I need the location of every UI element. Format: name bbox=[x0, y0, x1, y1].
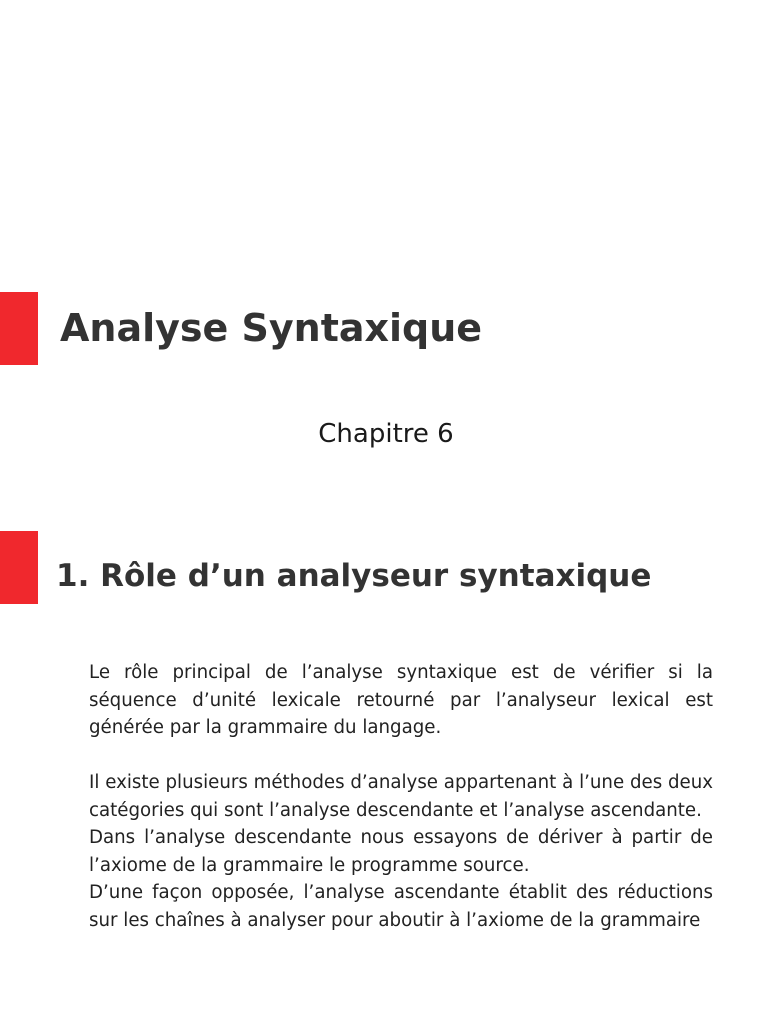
section-accent-bar bbox=[0, 531, 38, 604]
chapter-subtitle: Chapitre 6 bbox=[318, 419, 454, 449]
section-body bbox=[89, 659, 713, 934]
document-title: Analyse Syntaxique bbox=[60, 306, 483, 350]
title-accent-bar bbox=[0, 292, 38, 365]
paragraph: D’une façon opposée, l’analyse ascendante établit des réductions sur les chaînes à analyser pour aboutir à l’axiome de la grammaire bbox=[89, 882, 713, 931]
paragraph: Le rôle principal de l’analyse syntaxique est de vérifier si la séquence d’unité lexicale retourné par l’analyseur lexical est générée par la grammaire du langage. bbox=[89, 662, 713, 738]
paragraph: Il existe plusieurs méthodes d’analyse appartenant à l’une des deux catégories qui sont l’analyse descendante et l’analyse ascendante. bbox=[89, 772, 713, 821]
section-heading: 1. Rôle d’un analyseur syntaxique bbox=[56, 558, 652, 594]
paragraph: Dans l’analyse descendante nous essayons de dériver à partir de l’axiome de la grammaire le programme source. bbox=[89, 827, 713, 876]
